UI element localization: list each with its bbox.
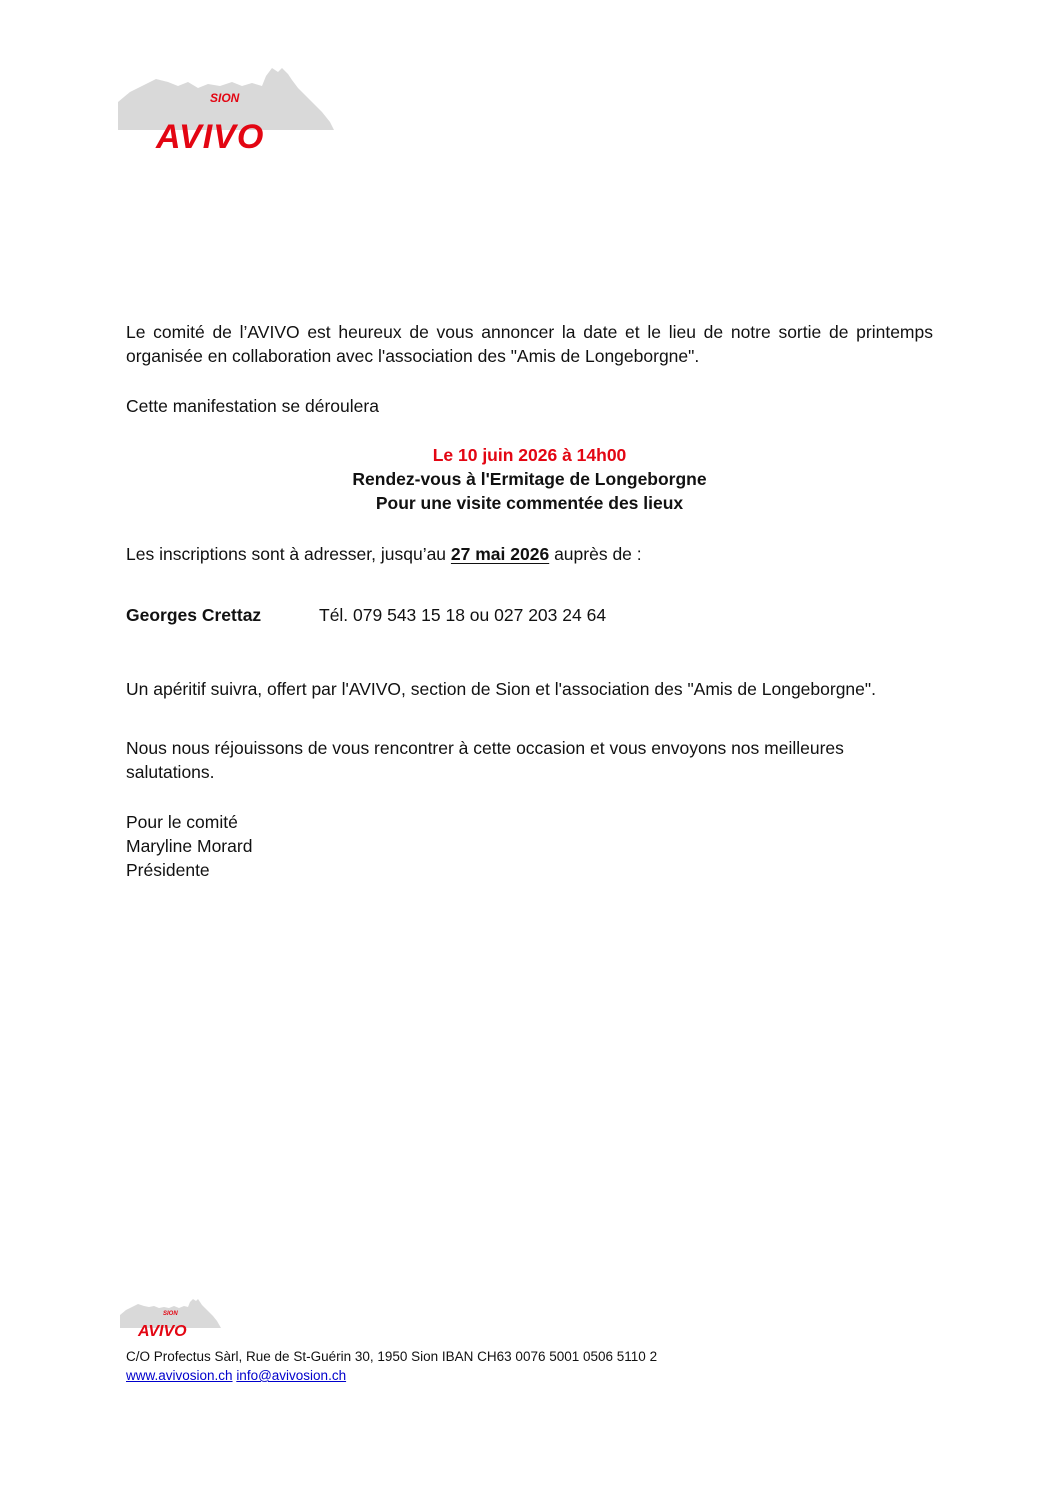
event-date: Le 10 juin 2026 à 14h00: [432, 445, 627, 465]
footer-avivo-logo: [119, 1298, 221, 1340]
registration-suffix: auprès de :: [554, 544, 642, 564]
registration-prefix: Les inscriptions sont à adresser, jusqu’au: [126, 544, 447, 564]
event-purpose: Pour une visite commentée des lieux: [375, 493, 684, 513]
signature-line: Pour le comité: [126, 812, 238, 832]
footer-address: C/O Profectus Sàrl, Rue de St-Guérin 30, 1950 Sion IBAN CH63 0076 5001 0506 5110 2: [126, 1349, 658, 1364]
registration-line: [126, 542, 933, 566]
footer-mountain-logo-icon: [119, 1298, 221, 1340]
contact-name: Georges Crettaz: [126, 605, 262, 625]
contact-phone: Tél. 079 543 15 18 ou 027 203 24 64: [319, 605, 607, 625]
closing-text: Nous nous réjouissons de vous rencontrer à cette occasion et vous envoyons nos meilleures salutations.: [126, 738, 844, 782]
footer-website-link[interactable]: www.avivosion.ch: [126, 1368, 233, 1383]
footer-logo-region-text: SION: [163, 1311, 178, 1317]
signature-name: Maryline Morard: [126, 836, 253, 856]
footer-links: [126, 1367, 346, 1385]
mountain-logo-icon: [116, 66, 334, 156]
announcement-text: Cette manifestation se déroulera: [126, 396, 379, 416]
event-location: Rendez-vous à l'Ermitage de Longeborgne: [352, 469, 707, 489]
avivo-logo: [116, 66, 334, 156]
footer-logo-brand-text: AVIVO: [138, 1323, 187, 1340]
aperitif-text: Un apéritif suivra, offert par l'AVIVO, section de Sion et l'association des "Amis de Longeborgne".: [126, 679, 876, 699]
footer-email-link[interactable]: info@avivosion.ch: [236, 1368, 347, 1383]
logo-brand-text: AVIVO: [156, 118, 265, 156]
logo-region-text: SION: [210, 91, 240, 105]
signature-title: Présidente: [126, 860, 210, 880]
registration-deadline: 27 mai 2026: [450, 544, 550, 564]
intro-paragraph: Le comité de l’AVIVO est heureux de vous annoncer la date et le lieu de notre sortie de printemps organisée en collaboration avec l'association des "Amis de Longeborgne".: [126, 322, 933, 366]
